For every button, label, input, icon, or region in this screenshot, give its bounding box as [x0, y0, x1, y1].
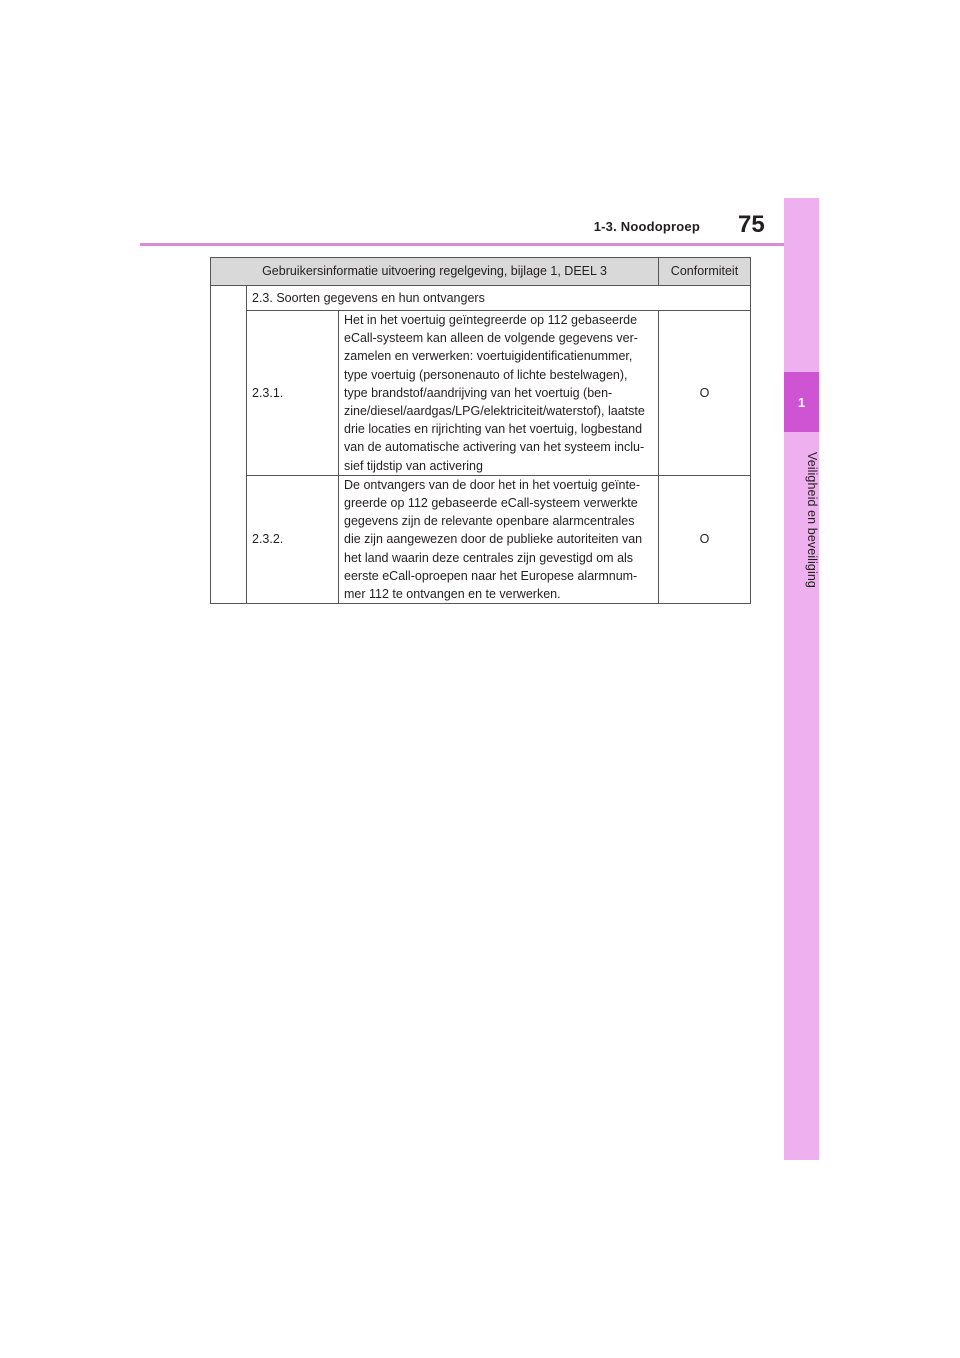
chapter-title: Veiligheid en beveiliging [805, 452, 819, 588]
text-line: eerste eCall-oproepen naar het Europese alarmnum- [344, 568, 638, 583]
conformity-value: O [659, 311, 751, 476]
conformity-value: O [659, 475, 751, 603]
text-line: greerde op 112 gebaseerde eCall-systeem verwerkte [344, 496, 638, 511]
item-text [339, 475, 659, 603]
text-line: type brandstof/aandrijving van het voertuig (ben- [344, 385, 613, 400]
text-line: het land waarin deze centrales zijn gevestigd om als [344, 550, 634, 565]
item-text [339, 311, 659, 476]
table-row [211, 475, 751, 603]
text-line: type voertuig (personenauto of lichte bestelwagen), [344, 367, 628, 382]
column-header-conformity: Conformiteit [659, 258, 751, 286]
column-header-info: Gebruikersinformatie uitvoering regelgeving, bijlage 1, DEEL 3 [211, 258, 659, 286]
table-section-row [211, 286, 751, 311]
text-line: van de automatische activering van het systeem inclu- [344, 440, 645, 455]
text-line: gegevens zijn de relevante openbare alarmcentrales [344, 514, 635, 529]
regulation-table [210, 257, 751, 604]
text-line: die zijn aangewezen door de publieke autoriteiten van [344, 532, 643, 547]
text-line: Het in het voertuig geïntegreerde op 112 gebaseerde [344, 313, 638, 327]
item-number: 2.3.2. [247, 475, 339, 603]
table-row [211, 311, 751, 476]
text-line: drie locaties en rijrichting van het voertuig, logbestand [344, 422, 643, 437]
table-header-row [211, 258, 751, 286]
indent-cell [211, 286, 247, 604]
text-line: eCall-systeem kan alleen de volgende gegevens ver- [344, 331, 638, 346]
chapter-side-strip [784, 198, 819, 1160]
section-title-cell: 2.3. Soorten gegevens en hun ontvangers [247, 286, 751, 311]
item-number: 2.3.1. [247, 311, 339, 476]
text-line: sief tijdstip van activering [344, 458, 483, 473]
text-line: mer 112 te ontvangen en te verwerken. [344, 587, 561, 602]
chapter-tab: 1 [784, 372, 819, 432]
text-line: zamelen en verwerken: voertuigidentificatienummer, [344, 349, 633, 364]
page-number: 75 [738, 211, 765, 238]
header-divider [140, 243, 784, 246]
text-line: zine/diesel/aardgas/LPG/elektriciteit/waterstof), laatste [344, 404, 645, 419]
section-label: 1-3. Noodoproep [593, 219, 700, 234]
text-line: De ontvangers van de door het in het voertuig geïnte- [344, 477, 641, 492]
